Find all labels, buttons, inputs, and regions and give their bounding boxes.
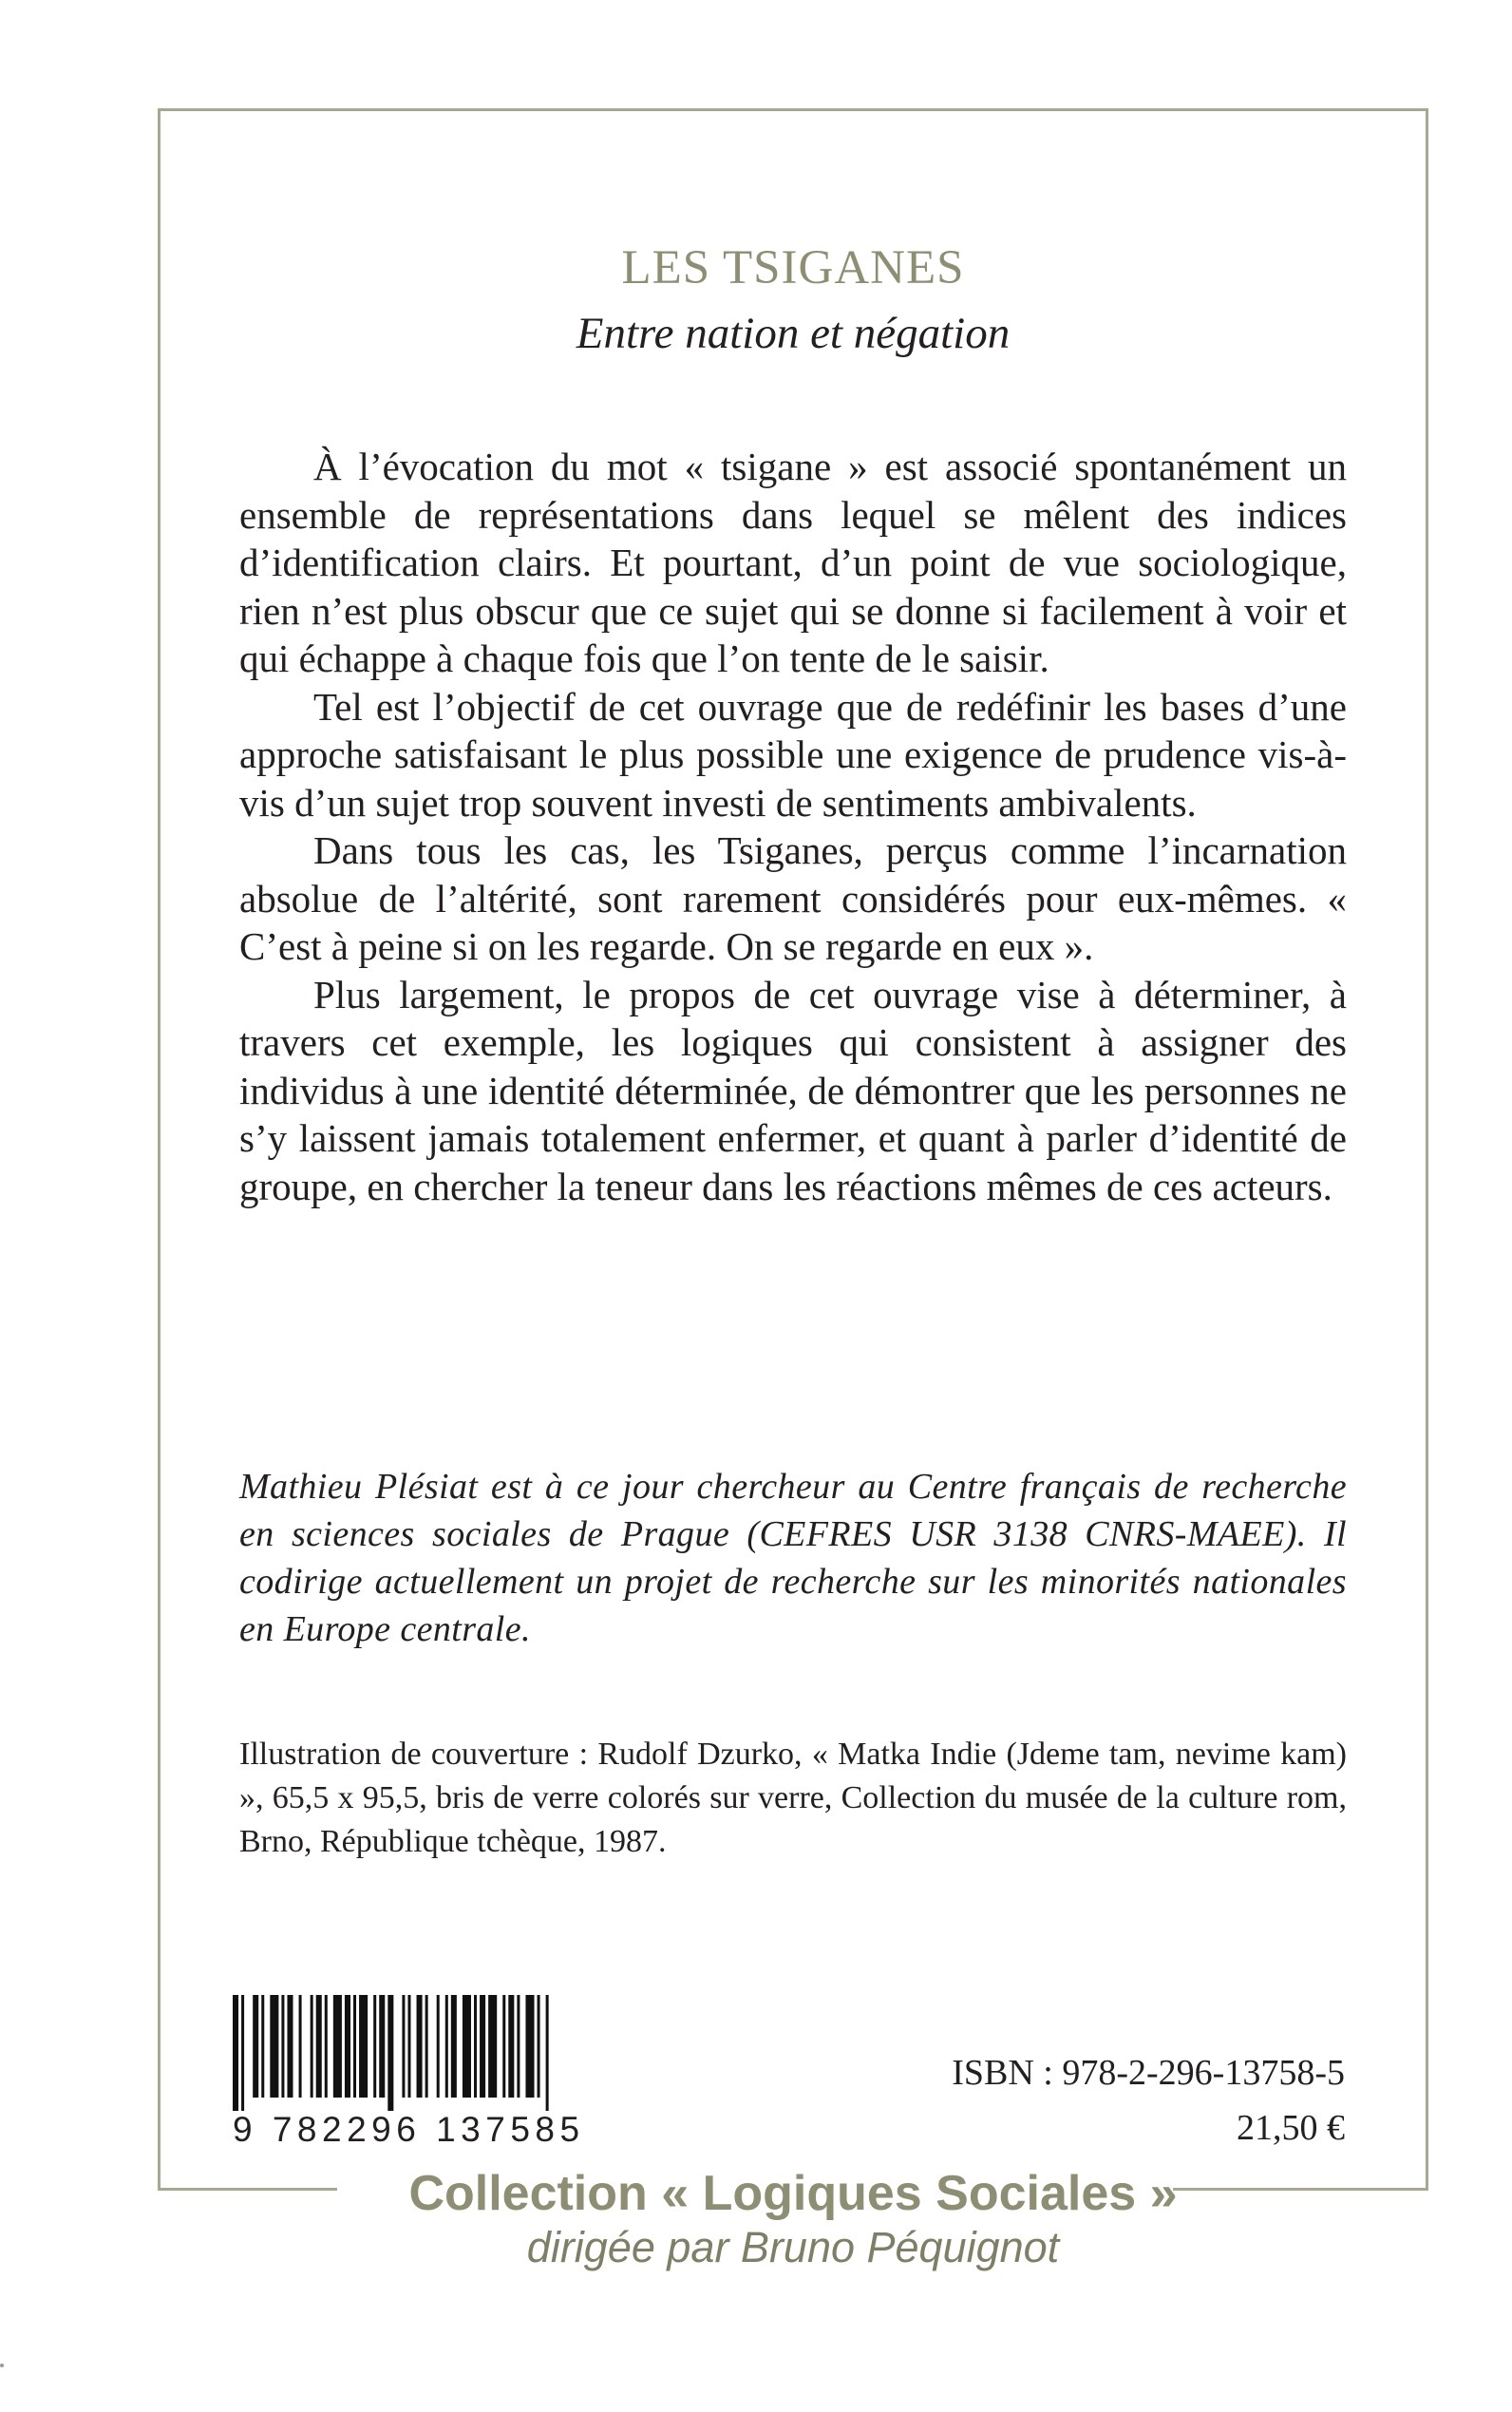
barcode-bar bbox=[241, 1995, 244, 2111]
book-title: LES TSIGANES bbox=[621, 241, 965, 294]
barcode-bar bbox=[387, 1995, 393, 2111]
barcode-bar bbox=[359, 1995, 368, 2098]
barcode-bar bbox=[508, 1995, 514, 2098]
illustration-credit-text: Illustration de couverture : Rudolf Dzurko, « Matka Indie (Jdeme tam, nevime kam) », 65,5 x 95,5, bris de verre colorés sur verre, Collection du musée de la culture rom, Brno, République tchèque, 1987. bbox=[239, 1737, 1347, 1859]
book-subtitle: Entre nation et négation bbox=[576, 309, 1011, 358]
barcode-bar bbox=[253, 1995, 258, 2098]
illustration-credit bbox=[239, 1733, 1347, 1864]
barcode-bar bbox=[311, 1995, 313, 2098]
barcode-bar bbox=[353, 1995, 356, 2098]
barcode-bar bbox=[287, 1995, 293, 2098]
barcode-bar bbox=[345, 1995, 350, 2098]
barcode-digits: 9 782296 137585 bbox=[233, 2110, 585, 2149]
barcode-bar bbox=[502, 1995, 505, 2098]
collection-title: Collection « Logiques Sociales » bbox=[408, 2166, 1178, 2221]
barcode-bar bbox=[517, 1995, 520, 2098]
barcode-bar bbox=[538, 1995, 540, 2098]
barcode-bar bbox=[451, 1995, 457, 2098]
barcode-bar bbox=[316, 1995, 322, 2098]
barcode-bar bbox=[425, 1995, 428, 2098]
barcode-bar bbox=[270, 1995, 278, 2098]
collection-director: dirigée par Bruno Péquignot bbox=[526, 2223, 1060, 2271]
barcode-bar bbox=[261, 1995, 264, 2098]
barcode-bar bbox=[373, 1995, 376, 2098]
barcode-bar bbox=[379, 1995, 385, 2098]
barcode-bar bbox=[325, 1995, 328, 2098]
barcode-bar bbox=[525, 1995, 534, 2098]
barcode-bar bbox=[417, 1995, 423, 2098]
barcode-bar bbox=[437, 1995, 440, 2098]
blurb-paragraph: Plus largement, le propos de cet ouvrage vise à déterminer, à travers cet exemple, les logiques qui consistent à assigner des individus à une identité déterminée, de démontrer que les personnes ne s’y laissent jamais totalement enfermer, et quant à parler d’identité de groupe, en chercher la teneur dans les réactions mêmes de ces acteurs. bbox=[239, 972, 1347, 1208]
isbn: ISBN : 978-2-296-13758-5 bbox=[952, 2053, 1345, 2093]
barcode-bar bbox=[299, 1995, 302, 2098]
blurb-paragraph: Dans tous les cas, les Tsiganes, perçus comme l’incarnation absolue de l’altérité, sont rarement considérés pour eux-mêmes. « C’est à peine si on les regarde. On se regarde en eux ». bbox=[239, 828, 1347, 968]
blurb-paragraph: À l’évocation du mot « tsigane » est associé spontanément un ensemble de représentations dans lequel se mêlent des indices d’identification clairs. Et pourtant, d’un point de vue sociologique, rien n’est plus obscur que ce sujet qui se donne si facilement à voir et qui échappe à chaque fois que l’on tente de le saisir. bbox=[239, 445, 1347, 680]
barcode-bar bbox=[480, 1995, 485, 2098]
author-bio-text: Mathieu Plésiat est à ce jour chercheur au Centre français de recherche en sciences sociales de Prague (CEFRES USR 3138 CNRS-MAEE). Il codirige actuellement un projet de recherche sur les minorités nationales en Europe centrale. bbox=[239, 1467, 1347, 1649]
barcode-icon bbox=[233, 1995, 613, 2111]
barcode-bar bbox=[233, 1995, 238, 2111]
corner-mark bbox=[0, 2364, 4, 2367]
blurb-paragraph: Tel est l’objectif de cet ouvrage que de redéfinir les bases d’une approche satisfaisant le plus possible une exigence de prudence vis-à-vis d’un sujet trop souvent investi de sentiments ambivalents. bbox=[239, 684, 1347, 825]
price: 21,50 € bbox=[1237, 2108, 1345, 2148]
author-bio bbox=[239, 1463, 1347, 1653]
barcode-bar bbox=[281, 1995, 284, 2098]
blurb bbox=[239, 443, 1347, 1210]
barcode-bar bbox=[333, 1995, 342, 2098]
barcode-bar bbox=[402, 1995, 405, 2098]
barcode-bar bbox=[445, 1995, 448, 2098]
barcode-bar bbox=[407, 1995, 410, 2098]
barcode-bar bbox=[463, 1995, 471, 2098]
barcode-bar bbox=[474, 1995, 477, 2098]
barcode-bar bbox=[488, 1995, 497, 2098]
barcode-bar bbox=[546, 1995, 549, 2111]
